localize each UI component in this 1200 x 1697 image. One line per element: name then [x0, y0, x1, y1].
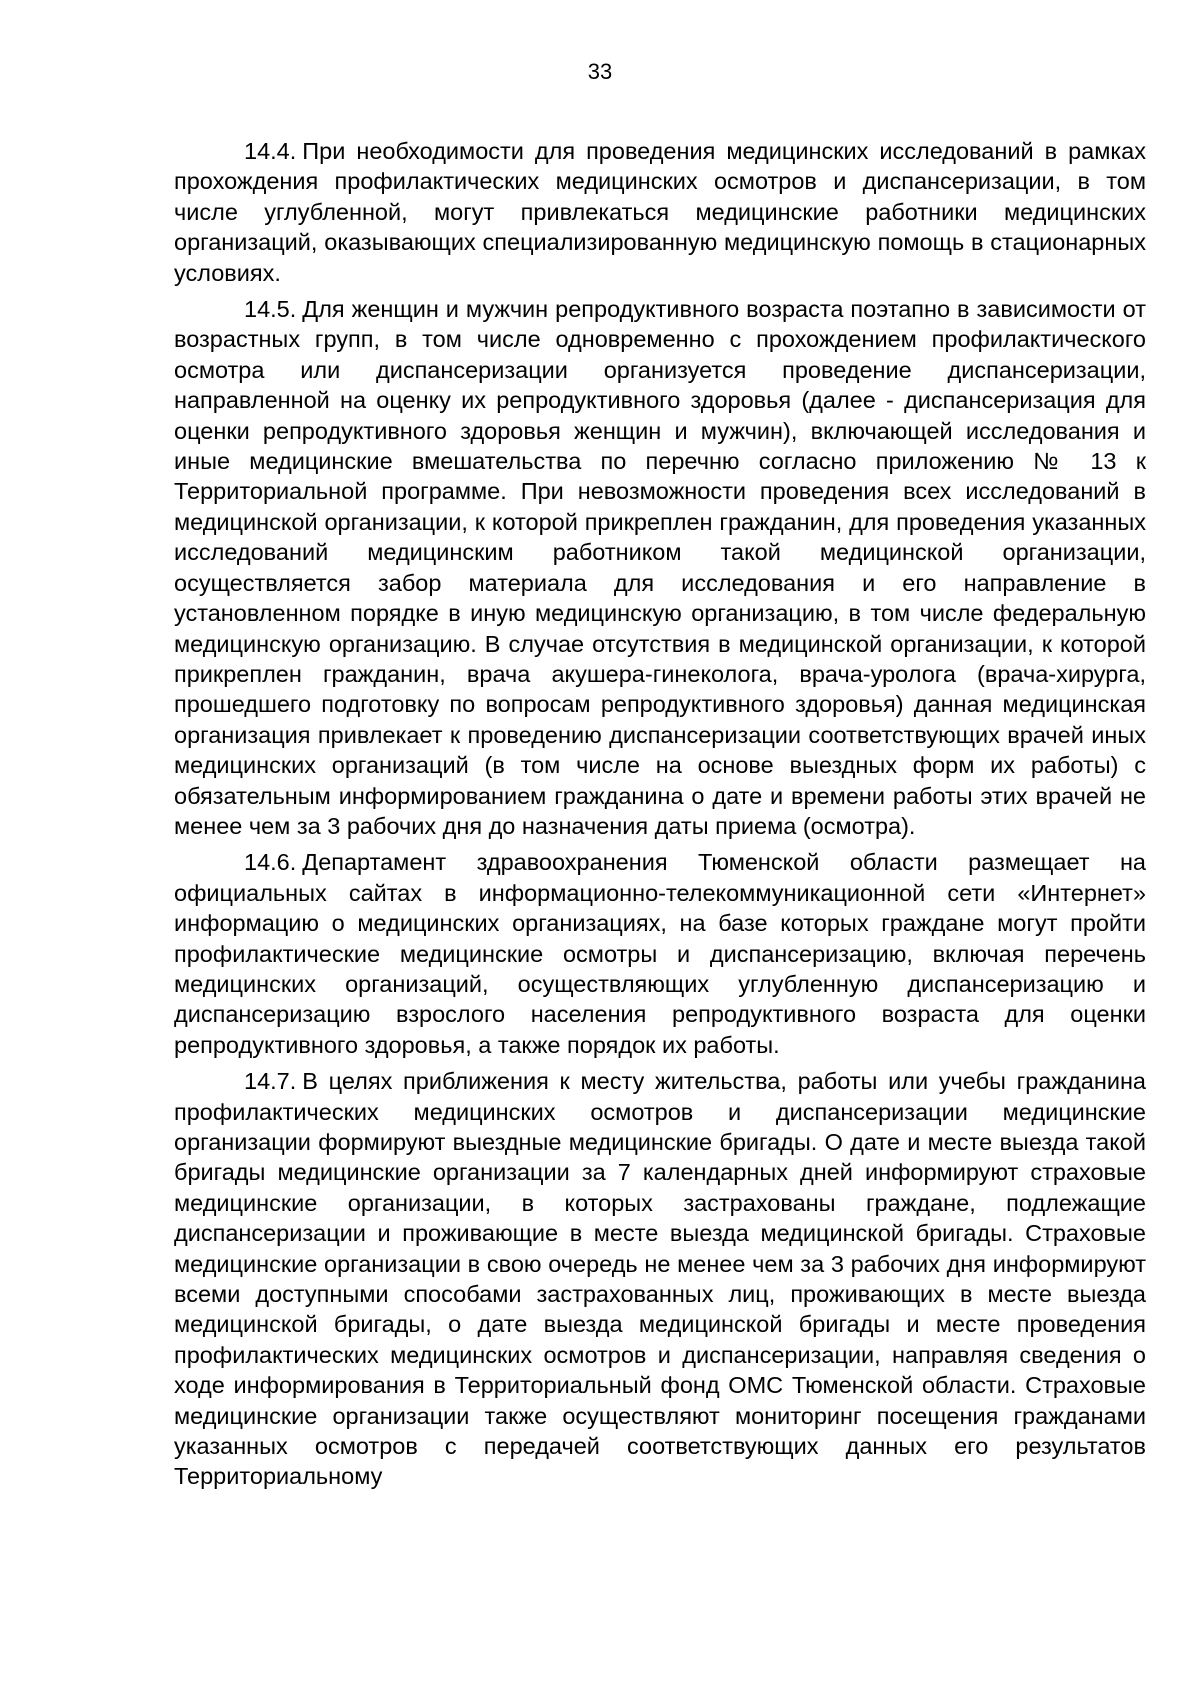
paragraph-14-5 — [174, 294, 1146, 841]
paragraph-14-7 — [174, 1066, 1146, 1492]
paragraph-14-4 — [174, 136, 1146, 288]
paragraph-text: Для женщин и мужчин репродуктивного возраста поэтапно в зависимости от возрастных групп, в том числе одновременно с прохождением профилактического осмотра или диспансеризации организуется проведение диспансеризации, направленной на оценку их репродуктивного здоровья (далее - диспансеризация для оценки репродуктивного здоровья женщин и мужчин), включающей исследования и иные медицинские вмешательства по перечню согласно приложению № 13 к Территориальной программе. При невозможности проведения всех исследований в медицинской организации, к которой прикреплен гражданин, для проведения указанных исследований медицинским работником такой медицинской организации, осуществляется забор материала для исследования и его направление в установленном порядке в иную медицинскую организацию, в том числе федеральную медицинскую организацию. В случае отсутствия в медицинской организации, к которой прикреплен гражданин, врача акушера-гинеколога, врача-уролога (врача-хирурга, прошедшего подготовку по вопросам репродуктивного здоровья) данная медицинская организация привлекает к проведению диспансеризации соответствующих врачей иных медицинских организаций (в том числе на основе выездных форм их работы) с обязательным информированием гражданина о дате и времени работы этих врачей не менее чем за 3 рабочих дня до назначения даты приема (осмотра). — [174, 296, 1146, 839]
paragraph-14-6 — [174, 847, 1146, 1060]
document-body — [174, 136, 1146, 1498]
page-number: 33 — [587, 59, 613, 84]
paragraph-text: В целях приближения к месту жительства, работы или учебы гражданина профилактических медицинских осмотров и диспансеризации медицинские организации формируют выездные медицинские бригады. О дате и месте выезда такой бригады медицинские организации за 7 календарных дней информируют страховые медицинские организации, в которых застрахованы граждане, подлежащие диспансеризации и проживающие в месте выезда медицинской бригады. Страховые медицинские организации в свою очередь не менее чем за 3 рабочих дня информируют всеми доступными способами застрахованных лиц, проживающих в месте выезда медицинской бригады, о дате выезда медицинской бригады и месте проведения профилактических медицинских осмотров и диспансеризации, направляя сведения о ходе информирования в Территориальный фонд ОМС Тюменской области. Страховые медицинские организации также осуществляют мониторинг посещения гражданами указанных осмотров с передачей соответствующих данных его результатов Территориальному — [174, 1068, 1146, 1490]
paragraph-text: Департамент здравоохранения Тюменской области размещает на официальных сайтах в информационно-телекоммуникационной сети «Интернет» информацию о медицинских организациях, на базе которых граждане могут пройти профилактические медицинские осмотры и диспансеризацию, включая перечень медицинских организаций, осуществляющих углубленную диспансеризацию и диспансеризацию взрослого населения репродуктивного возраста для оценки репродуктивного здоровья, а также порядок их работы. — [174, 849, 1146, 1058]
paragraph-number: 14.6. — [244, 849, 297, 876]
paragraph-number: 14.7. — [244, 1068, 297, 1095]
paragraph-number: 14.4. — [244, 138, 297, 164]
paragraph-number: 14.5. — [244, 296, 297, 323]
paragraph-text: При необходимости для проведения медицинских исследований в рамках прохождения профилактических медицинских осмотров и диспансеризации, в том числе углубленной, могут привлекаться медицинские работники медицинских организаций, оказывающих специализированную медицинскую помощь в стационарных условиях. — [174, 138, 1146, 286]
